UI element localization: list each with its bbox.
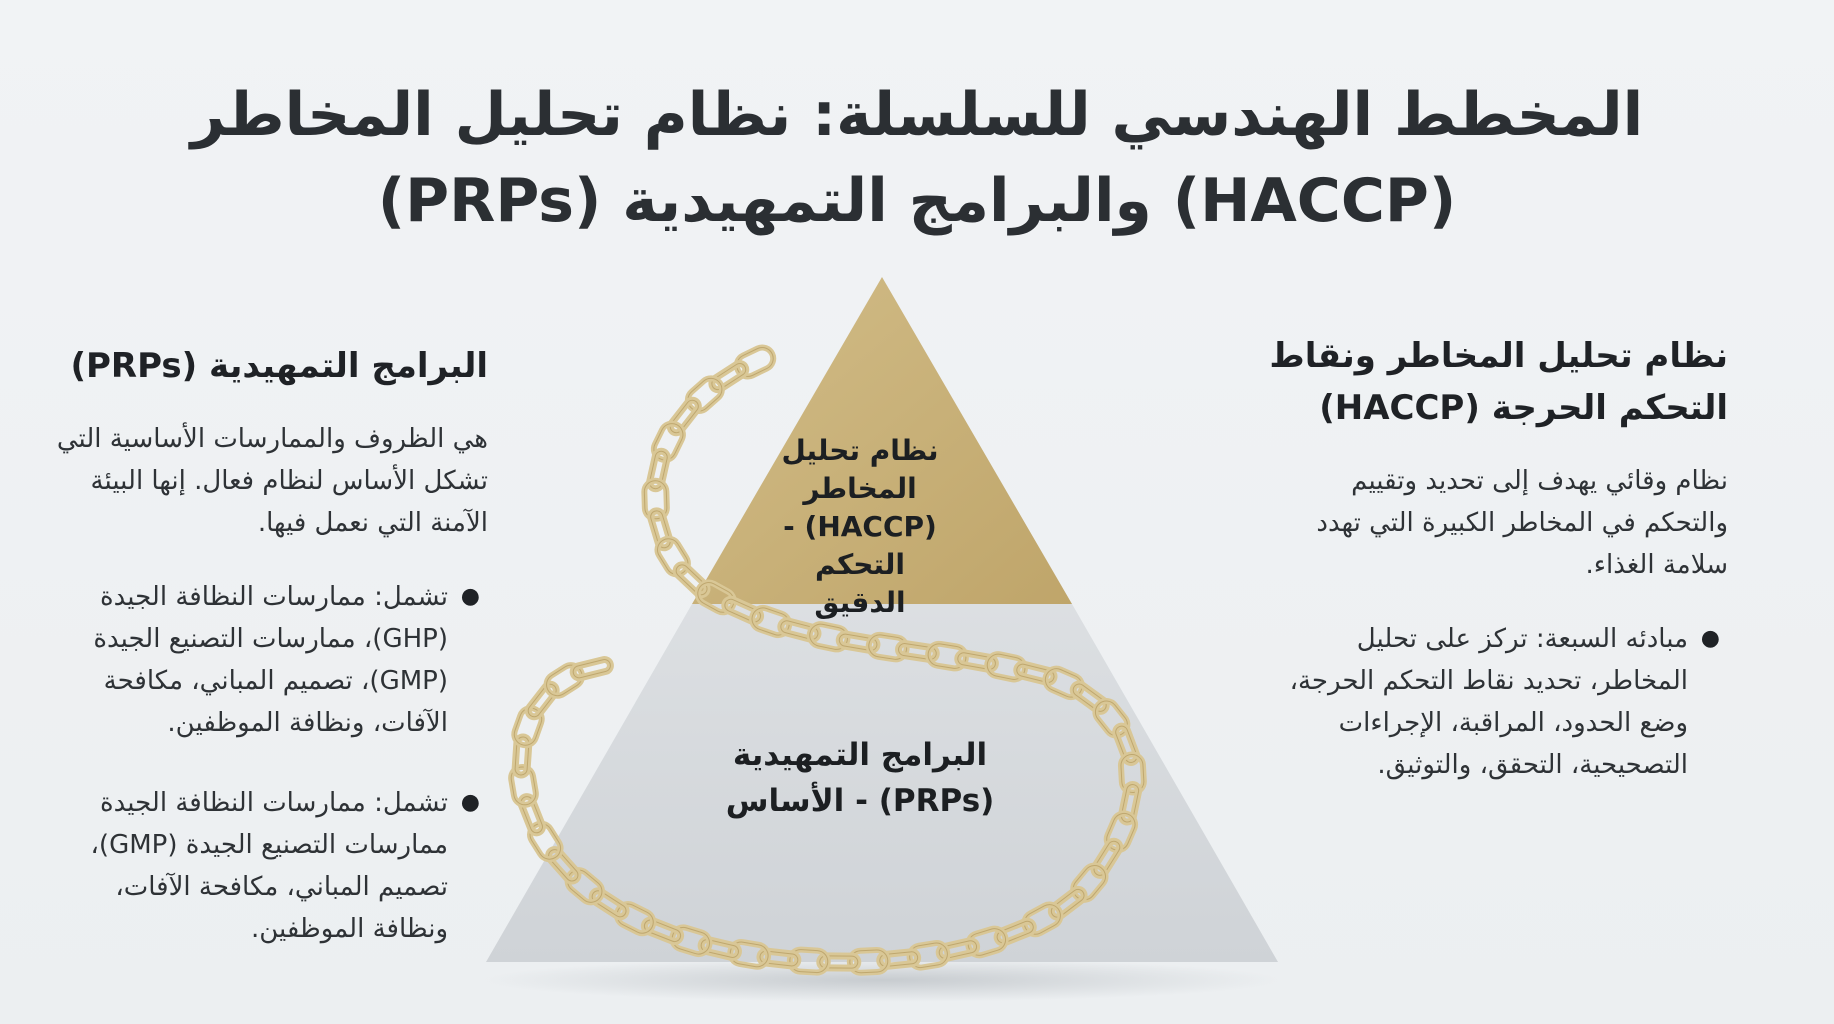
prps-description: هي الظروف والممارسات الأساسية التي تشكل الأساس لنظام فعال. إنها البيئة الآمنة التي نعمل فيها. [56,424,488,538]
bullet-icon: ● [460,584,480,609]
bullet-icon: ● [460,790,480,815]
prps-bullet-2 [48,782,480,950]
haccp-heading: نظام تحليل المخاطر ونقاط التحكم الحرجة (HACCP) [1269,336,1728,428]
page-title: المخطط الهندسي للسلسلة: نظام تحليل المخاطر (HACCP) والبرامج التمهيدية (PRPs) [190,80,1644,236]
prps-bullet-list [48,576,488,950]
prps-bullet-1 [48,576,480,744]
chain-link [526,682,559,719]
prps-bullet-2-text: تشمل: ممارسات النظافة الجيدة ممارسات التصنيع الجيدة (GMP)، تصميم المباني، مكافحة الآفات، ونظافة الموظفين. [90,788,448,944]
chain-link [674,562,710,597]
pyramid-diagram [470,262,1310,1002]
chain-link [653,535,692,579]
prps-tier-label: البرامج التمهيدية (PRPs) - الأساس [725,737,995,819]
haccp-tier-label: نظام تحليل المخاطر (HACCP) - التحكم الدقيق [781,434,939,619]
haccp-panel [1268,330,1728,824]
prps-panel [48,340,488,988]
haccp-bullet-1-text: مبادئه السبعة: تركز على تحليل المخاطر، تحديد نقاط التحكم الحرجة، وضع الحدود، المراقبة، الإجراءات التصحيحية، التحقق، والتوثيق. [1289,624,1688,780]
haccp-description: نظام وقائي يهدف إلى تحديد وتقييم والتحكم في المخاطر الكبيرة التي تهدد سلامة الغذاء. [1316,466,1728,580]
haccp-bullet-1 [1268,618,1720,786]
prps-heading: البرامج التمهيدية (PRPs) [70,346,488,386]
chain-link [572,658,612,679]
bullet-icon: ● [1700,626,1720,651]
prps-bullet-1-text: تشمل: ممارسات النظافة الجيدة (GHP)، ممارسات التصنيع الجيدة (GMP)، تصميم المباني، مكافحة الآفات، ونظافة الموظفين. [93,582,448,738]
haccp-bullet-list [1268,618,1728,786]
pyramid-graphic [470,262,1310,1002]
